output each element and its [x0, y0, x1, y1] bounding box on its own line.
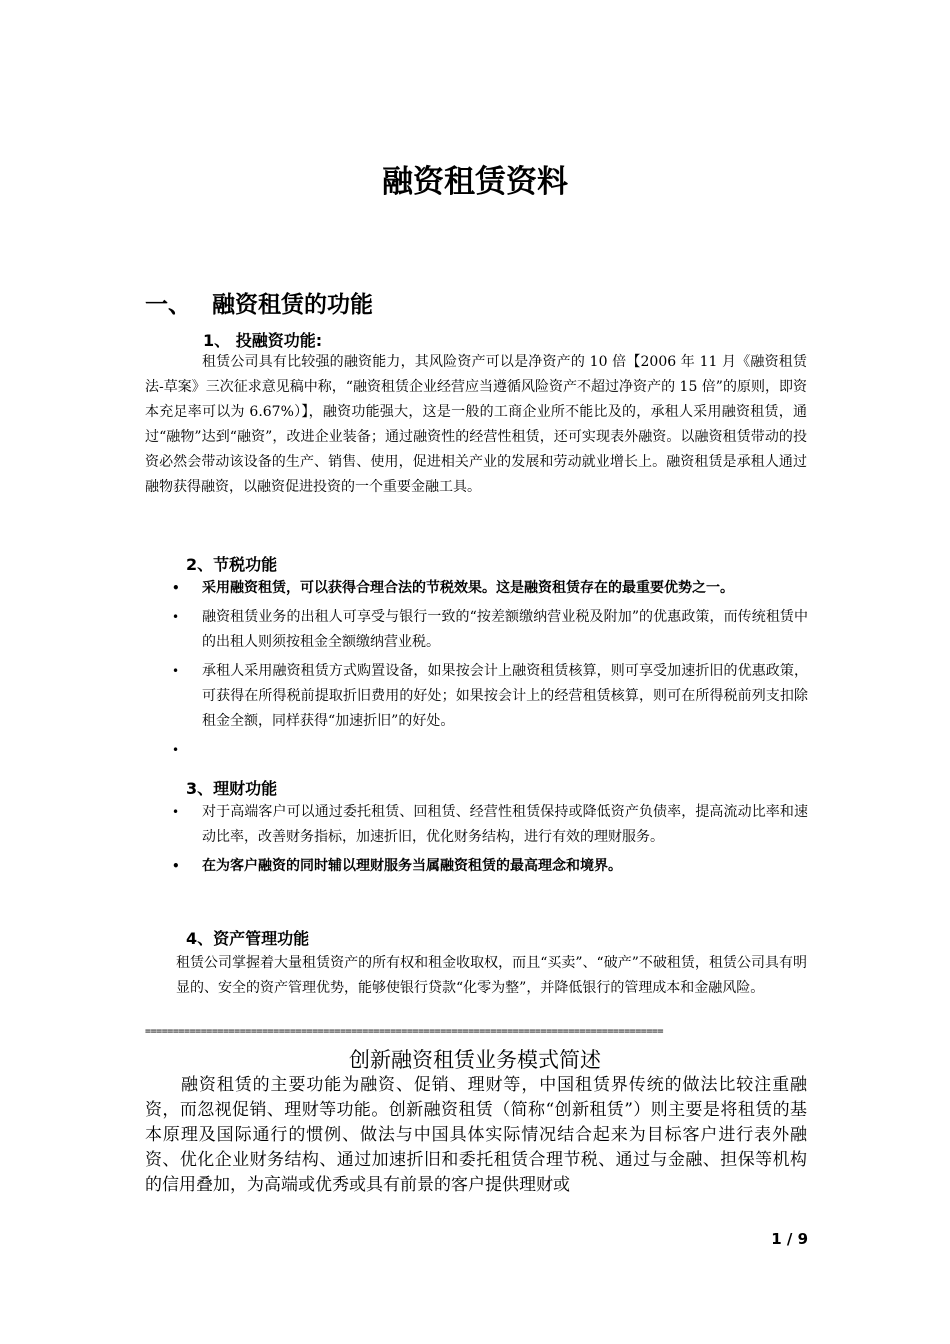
bullet-icon: • — [172, 805, 180, 819]
bullet-icon: • — [172, 743, 180, 757]
list-item-text: 采用融资租赁，可以获得合理合法的节税效果。这是融资租赁存在的最重要优势之一。 — [202, 580, 734, 596]
subheading-wealth: 3、理财功能 — [186, 779, 278, 798]
paragraph-innovation: 融资租赁的主要功能为融资、促销、理财等，中国租赁界传统的做法比较注重融资，而忽视促销、理财等功能。创新融资租赁（简称“创新租赁”）则主要是将租赁的基本原理及国际通行的惯例、做法与中国具体实际情况结合起来为目标客户进行表外融资、优化企业财务结构、通过加速折旧和委托租赁合理节税、通过与金融、担保等机构的信用叠加，为高端或优秀或具有前景的客户提供理财或 — [145, 1075, 807, 1195]
list-item-text: 对于高端客户可以通过委托租赁、回租赁、经营性租赁保持或降低资产负债率，提高流动比率和速动比率，改善财务指标，加速折旧，优化财务结构，进行有效的理财服务。 — [202, 804, 808, 845]
bullet-icon: • — [172, 859, 180, 873]
section-number: 一、 — [145, 292, 191, 318]
subheading-financing: 1、 投融资功能: — [203, 331, 323, 350]
list-item — [172, 800, 808, 850]
page-number: 1 / 9 — [771, 1230, 808, 1248]
list-item — [172, 854, 808, 879]
subheading-asset-management: 4、资产管理功能 — [186, 929, 310, 948]
list-item — [172, 605, 808, 655]
section-heading-innovation: 创新融资租赁业务模式简述 — [349, 1048, 601, 1072]
separator-line: ============================================================================================= — [145, 1026, 664, 1037]
list-item — [172, 738, 808, 756]
document-title: 融资租赁资料 — [382, 164, 568, 200]
paragraph-financing-part-b: ，融资功能强大，这是一般的工商企业所不能比及的，承租人采用融资租赁，通过“融物”达到“融资”，改进企业装备；通过融资性的经营性租赁，还可实现表外融资。以融资租赁带动的投资必然会带动该设备的生产、销售、使用，促进相关产业的发展和劳动就业增长上。融资租赁是承租人通过融物获得融资，以融资促进投资的一个重要金融工具。 — [145, 404, 807, 495]
paragraph-financing-part-a: 租赁公司具有比较强的融资能力，其风险资产可以是净资产的 10 倍【2006 年 11 月《融资租赁法-草案》三次征求意见稿中称，“融资租赁企业经营应当遵循风险资产不超过净资产的 15 倍”的原则，即资本充足率可以为 6.67%）】 — [145, 354, 807, 420]
bullet-icon: • — [172, 581, 180, 595]
list-item-text: 承租人采用融资租赁方式购置设备，如果按会计上融资租赁核算，则可享受加速折旧的优惠政策，可获得在所得税前提取折旧费用的好处；如果按会计上的经营租赁核算，则可在所得税前列支扣除租金全额，同样获得“加速折旧”的好处。 — [202, 663, 808, 729]
wealth-bullet-list — [172, 800, 808, 883]
tax-bullet-list — [172, 576, 808, 756]
bullet-icon: • — [172, 664, 180, 678]
paragraph-financing — [145, 350, 807, 500]
list-item — [172, 659, 808, 734]
section-heading-functions — [145, 286, 373, 319]
list-item-text: 融资租赁业务的出租人可享受与银行一致的“按差额缴纳营业税及附加”的优惠政策，而传统租赁中的出租人则须按租金全额缴纳营业税。 — [202, 609, 808, 650]
subheading-tax: 2、节税功能 — [186, 555, 278, 574]
list-item-text: 在为客户融资的同时辅以理财服务当属融资租赁的最高理念和境界。 — [202, 858, 622, 874]
list-item — [172, 576, 808, 601]
paragraph-asset-management: 租赁公司掌握着大量租赁资产的所有权和租金收取权，而且“买卖”、“破产”不破租赁，租赁公司具有明显的、安全的资产管理优势，能够使银行贷款“化零为整”，并降低银行的管理成本和金融风险。 — [176, 955, 807, 996]
section-title: 融资租赁的功能 — [212, 292, 373, 318]
bullet-icon: • — [172, 610, 180, 624]
